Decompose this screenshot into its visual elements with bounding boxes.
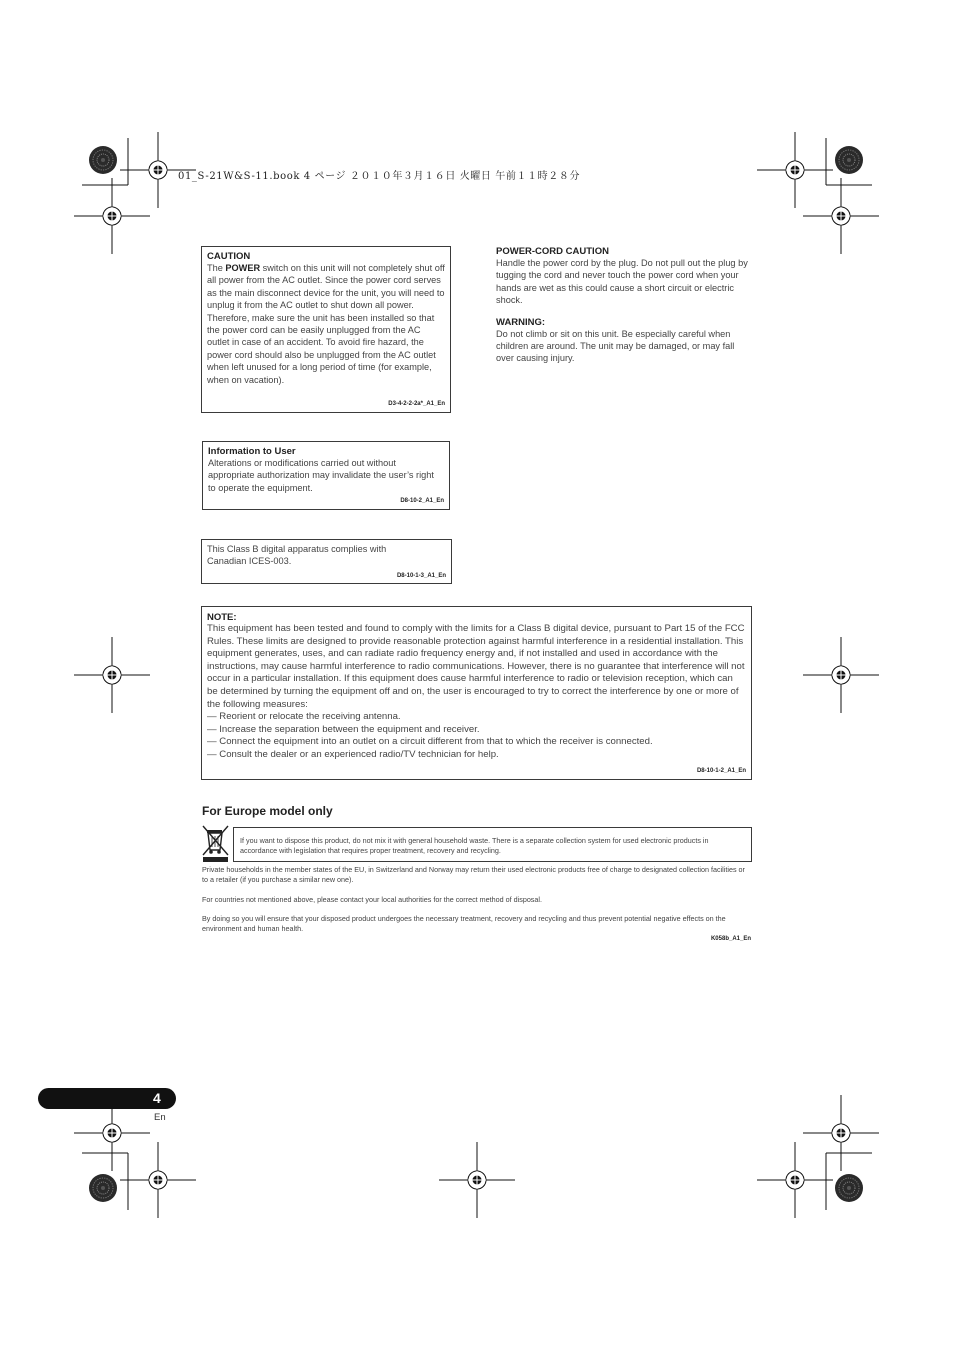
star-target-mark [835,146,863,174]
registration-crosshair [74,637,150,713]
note-measure: — Increase the separation between the equipment and receiver. [207,723,480,735]
info-user-text: Alterations or modifications carried out without appropriate authorization may invalidate the user’s right to operate the equipment. [208,458,434,493]
caution-text: The POWER switch on this unit will not completely shut off all power from the AC outlet. Since the power cord serves as the main disconnect device for the unit, you will need to unplug it from the AC outlet to shut down all power. Therefore, make sure the unit has been installed so that the power cord can be easily unplugged from the AC outlet in case of an accident. To avoid fire hazard, the power cord should also be unplugged from the AC outlet when left unused for a long period of time (for example, when on vacation). [207,263,445,385]
print-file-info: 01_S-21W&S-11.book 4 ページ ２０１０年３月１６日 火曜日 午前１１時２８分 [178,171,581,182]
europe-disposal-text: If you want to dispose this product, do not mix it with general household waste. There is a separate collection system for used electronic products in accordance with legislation that requires proper treatment, recovery and recycling. [240,836,709,855]
europe-code: K058b_A1_En [710,936,751,942]
registration-crosshair [120,1142,196,1218]
power-keyword: POWER [225,263,261,273]
europe-heading: For Europe model only [202,804,333,818]
caution-box [201,246,451,413]
registration-crosshair [757,132,833,208]
info-user-code: D8-10-2_A1_En [400,498,444,504]
europe-disposal-box [233,827,752,862]
registration-crosshair [757,1142,833,1218]
registration-crosshair [803,178,879,254]
registration-crosshair [803,637,879,713]
class-b-text: This Class B digital apparatus complies with Canadian ICES-003. [207,544,387,567]
europe-para-1: Private households in the member states of the EU, in Switzerland and Norway may return their used electronic products free of charge to designated collection facilities or to a retailer (if you purchase a similar new one). [202,865,745,884]
caution-title: CAUTION [207,251,251,262]
power-cord-text: Handle the power cord by the plug. Do not pull out the plug by tugging the cord and never touch the power cord when your hands are wet as this could cause a short circuit or electric shock. [496,258,748,306]
star-target-mark [89,146,117,174]
note-box [201,606,752,780]
note-title: NOTE: [207,612,237,623]
registration-crosshair [74,178,150,254]
power-cord-section [496,246,752,365]
registration-crosshair [439,1142,515,1218]
warning-text: Do not climb or sit on this unit. Be especially careful when children are around. The unit may be damaged, or may fall over causing injury. [496,328,735,364]
warning-title: WARNING: [496,316,546,328]
page-language: En [154,1112,166,1123]
note-measure: — Consult the dealer or an experienced radio/TV technician for help. [207,748,499,760]
note-measure: — Connect the equipment into an outlet on a circuit different from that to which the receiver is connected. [207,736,653,748]
registration-crosshair [803,1095,879,1171]
star-target-mark [89,1174,117,1202]
crossed-wheelie-bin-icon [201,824,231,864]
note-code: D8-10-1-2_A1_En [696,768,746,774]
europe-para-2: For countries not mentioned above, please contact your local authorities for the correct method of disposal. [202,895,542,904]
note-text: This equipment has been tested and found to comply with the limits for a Class B digital device, pursuant to Part 15 of the FCC Rules. These limits are designed to provide reasonable protection against harmful interference in a residential installation. This equipment generates, uses, and can radiate radio frequency energy and, if not installed and used in accordance with the instructions, may cause harmful interference to radio communications. However, there is no guarantee that interference will not occur in a particular installation. If this equipment does cause harmful interference to radio or television reception, which can be determined by turning the equipment off and on, the user is encouraged to try to correct the interference by one or more of the following measures: [207,623,745,710]
caution-code: D3-4-2-2-2a*_A1_En [388,401,445,407]
power-cord-title: POWER-CORD CAUTION [496,246,609,257]
note-measure: — Reorient or relocate the receiving antenna. [207,711,401,723]
info-user-title: Information to User [208,446,296,457]
class-b-box [201,539,452,584]
page-number: 4 [153,1090,161,1106]
europe-para-3: By doing so you will ensure that your disposed product undergoes the necessary treatment, recovery and recycling and thus prevent potential negative effects on the environment and human health. [202,914,726,933]
info-user-box [202,441,450,510]
class-b-code: D8-10-1-3_A1_En [396,573,446,579]
star-target-mark [835,1174,863,1202]
